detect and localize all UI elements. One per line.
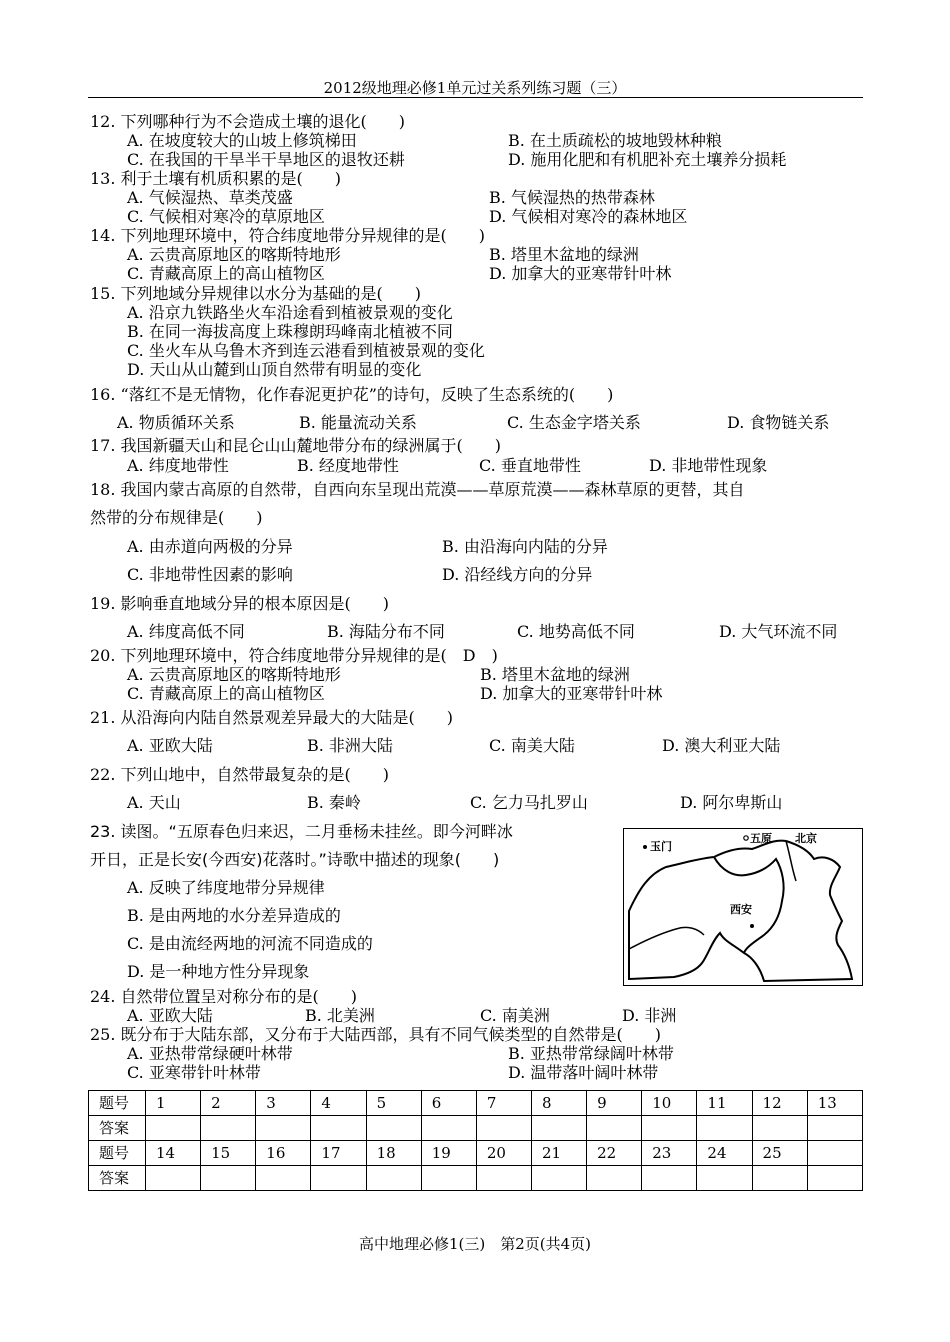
q12-options-row1 (127, 131, 867, 150)
q18-option-b[interactable]: B. 由沿海向内陆的分异 (442, 537, 608, 556)
q14-option-c[interactable]: C. 青藏高原上的高山植物区 (127, 264, 325, 283)
question-number-cell: 18 (366, 1141, 421, 1166)
q19-options-row (127, 622, 867, 641)
answer-cell[interactable] (697, 1116, 752, 1141)
q17-options-row (127, 456, 867, 475)
question-number-cell: 10 (642, 1091, 697, 1116)
q24-options-row (127, 1006, 867, 1025)
question-number-cell: 13 (807, 1091, 862, 1116)
q18-options-row1 (127, 537, 867, 556)
q20-stem: 20. 下列地理环境中，符合纬度地带分异规律的是( D ) (90, 646, 498, 665)
answer-cell[interactable] (697, 1166, 752, 1191)
answer-cell[interactable] (146, 1166, 201, 1191)
answer-cell[interactable] (146, 1116, 201, 1141)
answer-cell[interactable] (642, 1166, 697, 1191)
question-number-cell: 5 (366, 1091, 421, 1116)
q15-option-a[interactable]: A. 沿京九铁路坐火车沿途看到植被景观的变化 (127, 303, 453, 322)
q19-option-d[interactable]: D. 大气环流不同 (719, 622, 838, 641)
q22-option-b[interactable]: B. 秦岭 (307, 793, 361, 812)
page-header: 2012级地理必修1单元过关系列练习题（三） (323, 79, 627, 97)
answer-cell[interactable] (476, 1116, 531, 1141)
q16-stem: 16. “落红不是无情物，化作春泥更护花”的诗句，反映了生态系统的( ) (90, 385, 614, 404)
q21-options-row (127, 736, 867, 755)
q17-option-a[interactable]: A. 纬度地带性 (127, 456, 229, 475)
answer-cell[interactable] (201, 1166, 256, 1191)
question-number-cell: 23 (642, 1141, 697, 1166)
answer-cell[interactable] (311, 1166, 366, 1191)
q22-options-row (127, 793, 867, 812)
q18-stem-line1: 18. 我国内蒙古高原的自然带，自西向东呈现出荒漠——草原荒漠——森林草原的更替，其自 (90, 480, 745, 499)
q13-option-b[interactable]: B. 气候湿热的热带森林 (489, 188, 655, 207)
q18-option-d[interactable]: D. 沿经线方向的分异 (442, 565, 593, 584)
q19-stem: 19. 影响垂直地域分异的根本原因是( ) (90, 594, 390, 613)
table-row-answers-1 (89, 1116, 863, 1141)
table-row-numbers-1 (89, 1091, 863, 1116)
q15-option-d[interactable]: D. 天山从山麓到山顶自然带有明显的变化 (127, 360, 422, 379)
q12-option-a[interactable]: A. 在坡度较大的山坡上修筑梯田 (127, 131, 357, 150)
q23-stem-line2: 开日，正是长安(今西安)花落时。”诗歌中描述的现象( ) (90, 850, 500, 869)
answer-cell[interactable] (421, 1116, 476, 1141)
q20-option-c[interactable]: C. 青藏高原上的高山植物区 (127, 684, 325, 703)
q13-stem: 13. 利于土壤有机质积累的是( ) (90, 169, 342, 188)
question-number-cell: 7 (476, 1091, 531, 1116)
q14-options-row2 (127, 264, 867, 283)
q15-option-b[interactable]: B. 在同一海拔高度上珠穆朗玛峰南北植被不同 (127, 322, 453, 341)
q24-option-d[interactable]: D. 非洲 (622, 1006, 677, 1025)
q13-option-a[interactable]: A. 气候湿热、草类茂盛 (127, 188, 293, 207)
q21-option-d[interactable]: D. 澳大利亚大陆 (662, 736, 781, 755)
q23-option-a[interactable]: A. 反映了纬度地带分异规律 (127, 878, 325, 897)
q12-option-d[interactable]: D. 施用化肥和有机肥补充土壤养分损耗 (508, 150, 787, 169)
q21-stem: 21. 从沿海向内陆自然景观差异最大的大陆是( ) (90, 708, 454, 727)
answer-cell[interactable] (311, 1116, 366, 1141)
question-number-cell: 14 (146, 1141, 201, 1166)
map-label-yumen: 玉门 (650, 840, 672, 853)
table-row-numbers-2 (89, 1141, 863, 1166)
answer-cell[interactable] (476, 1166, 531, 1191)
answer-cell[interactable] (642, 1116, 697, 1141)
q17-option-d[interactable]: D. 非地带性现象 (649, 456, 768, 475)
q16-option-b[interactable]: B. 能量流动关系 (299, 413, 417, 432)
question-number-cell: 16 (256, 1141, 311, 1166)
question-number-cell: 25 (752, 1141, 807, 1166)
question-number-cell: 21 (531, 1141, 586, 1166)
answer-table (88, 1090, 863, 1191)
q19-option-a[interactable]: A. 纬度高低不同 (127, 622, 245, 641)
question-number-cell: 22 (587, 1141, 642, 1166)
map-label-beijing: 北京 (795, 832, 817, 845)
q18-stem-line2: 然带的分布规律是( ) (90, 508, 263, 527)
q23-option-d[interactable]: D. 是一种地方性分异现象 (127, 962, 310, 981)
question-number-cell: 8 (531, 1091, 586, 1116)
q22-option-d[interactable]: D. 阿尔卑斯山 (680, 793, 783, 812)
question-number-cell: 15 (201, 1141, 256, 1166)
question-number-cell: 4 (311, 1091, 366, 1116)
page-footer: 高中地理必修1(三) 第2页(共4页) (358, 1235, 592, 1253)
answer-cell[interactable] (807, 1116, 862, 1141)
q20-option-a[interactable]: A. 云贵高原地区的喀斯特地形 (127, 665, 341, 684)
question-number-cell: 9 (587, 1091, 642, 1116)
q17-option-b[interactable]: B. 经度地带性 (297, 456, 399, 475)
q14-option-b[interactable]: B. 塔里木盆地的绿洲 (489, 245, 639, 264)
q14-option-d[interactable]: D. 加拿大的亚寒带针叶林 (489, 264, 672, 283)
answer-cell[interactable] (531, 1166, 586, 1191)
q24-option-a[interactable]: A. 亚欧大陆 (127, 1006, 213, 1025)
q13-option-c[interactable]: C. 气候相对寒冷的草原地区 (127, 207, 325, 226)
q24-stem: 24. 自然带位置呈对称分布的是( ) (90, 987, 358, 1006)
answer-cell[interactable] (587, 1116, 642, 1141)
question-number-cell: 19 (421, 1141, 476, 1166)
q25-option-c[interactable]: C. 亚寒带针叶林带 (127, 1063, 261, 1082)
q16-option-d[interactable]: D. 食物链关系 (727, 413, 830, 432)
q20-options-row1 (127, 665, 867, 684)
question-number-cell: 2 (201, 1091, 256, 1116)
answer-cell[interactable] (587, 1166, 642, 1191)
q25-stem: 25. 既分布于大陆东部，又分布于大陆西部，具有不同气候类型的自然带是( ) (90, 1025, 662, 1044)
china-map-figure (623, 828, 863, 986)
q14-stem: 14. 下列地理环境中，符合纬度地带分异规律的是( ) (90, 226, 486, 245)
q17-option-c[interactable]: C. 垂直地带性 (479, 456, 581, 475)
q20-options-row2 (127, 684, 867, 703)
row-label: 题号 (89, 1141, 146, 1166)
q22-option-c[interactable]: C. 乞力马扎罗山 (470, 793, 588, 812)
q23-option-b[interactable]: B. 是由两地的水分差异造成的 (127, 906, 341, 925)
q17-stem: 17. 我国新疆天山和昆仑山山麓地带分布的绿洲属于( ) (90, 436, 502, 455)
q22-stem: 22. 下列山地中，自然带最复杂的是( ) (90, 765, 390, 784)
table-row-answers-2 (89, 1166, 863, 1191)
q25-options-row2 (127, 1063, 867, 1082)
answer-cell[interactable] (256, 1166, 311, 1191)
answer-cell[interactable] (201, 1116, 256, 1141)
q14-options-row1 (127, 245, 867, 264)
answer-cell[interactable] (807, 1166, 862, 1191)
q14-option-a[interactable]: A. 云贵高原地区的喀斯特地形 (127, 245, 341, 264)
q12-option-b[interactable]: B. 在土质疏松的坡地毁林种粮 (508, 131, 722, 150)
question-number-cell: 20 (476, 1141, 531, 1166)
q15-stem: 15. 下列地域分异规律以水分为基础的是( ) (90, 284, 422, 303)
q12-stem: 12. 下列哪种行为不会造成土壤的退化( ) (90, 112, 406, 131)
q23-option-c[interactable]: C. 是由流经两地的河流不同造成的 (127, 934, 373, 953)
q25-options-row1 (127, 1044, 867, 1063)
q18-options-row2 (127, 565, 867, 584)
question-number-cell: 11 (697, 1091, 752, 1116)
q12-options-row2 (127, 150, 867, 169)
question-number-cell: 24 (697, 1141, 752, 1166)
q20-option-b[interactable]: B. 塔里木盆地的绿洲 (480, 665, 630, 684)
row-label: 答案 (89, 1116, 146, 1141)
q18-option-a[interactable]: A. 由赤道向两极的分异 (127, 537, 293, 556)
q25-option-a[interactable]: A. 亚热带常绿硬叶林带 (127, 1044, 293, 1063)
q20-option-d[interactable]: D. 加拿大的亚寒带针叶林 (480, 684, 663, 703)
question-number-cell: 12 (752, 1091, 807, 1116)
map-label-xian: 西安 (730, 903, 752, 916)
q25-option-b[interactable]: B. 亚热带常绿阔叶林带 (508, 1044, 674, 1063)
answer-cell[interactable] (366, 1116, 421, 1141)
question-number-cell: 1 (146, 1091, 201, 1116)
q18-option-c[interactable]: C. 非地带性因素的影响 (127, 565, 293, 584)
q13-options-row1 (127, 188, 867, 207)
q13-option-d[interactable]: D. 气候相对寒冷的森林地区 (489, 207, 688, 226)
q24-option-c[interactable]: C. 南美洲 (480, 1006, 550, 1025)
question-number-cell: 6 (421, 1091, 476, 1116)
q21-option-a[interactable]: A. 亚欧大陆 (127, 736, 213, 755)
answer-cell[interactable] (531, 1116, 586, 1141)
q19-option-c[interactable]: C. 地势高低不同 (517, 622, 635, 641)
map-label-wuyuan: 五原 (750, 832, 772, 845)
q24-option-b[interactable]: B. 北美洲 (305, 1006, 375, 1025)
q23-stem-line1: 23. 读图。“五原春色归来迟，二月垂杨未挂丝。即今河畔冰 (90, 822, 513, 841)
question-number-cell: 17 (311, 1141, 366, 1166)
q16-option-a[interactable]: A. 物质循环关系 (117, 413, 235, 432)
answer-cell[interactable] (421, 1166, 476, 1191)
q16-option-c[interactable]: C. 生态金字塔关系 (507, 413, 641, 432)
row-label: 题号 (89, 1091, 146, 1116)
row-label: 答案 (89, 1166, 146, 1191)
question-number-cell (807, 1141, 862, 1166)
header-rule (88, 97, 863, 98)
answer-cell[interactable] (256, 1116, 311, 1141)
q21-option-c[interactable]: C. 南美大陆 (489, 736, 575, 755)
q12-option-c[interactable]: C. 在我国的干旱半干旱地区的退牧还耕 (127, 150, 405, 169)
answer-cell[interactable] (752, 1166, 807, 1191)
answer-cell[interactable] (752, 1116, 807, 1141)
q16-options-row (117, 413, 857, 432)
answer-cell[interactable] (366, 1166, 421, 1191)
q22-option-a[interactable]: A. 天山 (127, 793, 181, 812)
q13-options-row2 (127, 207, 867, 226)
q25-option-d[interactable]: D. 温带落叶阔叶林带 (508, 1063, 659, 1082)
q19-option-b[interactable]: B. 海陆分布不同 (327, 622, 445, 641)
question-number-cell: 3 (256, 1091, 311, 1116)
q15-option-c[interactable]: C. 坐火车从乌鲁木齐到连云港看到植被景观的变化 (127, 341, 485, 360)
q21-option-b[interactable]: B. 非洲大陆 (307, 736, 393, 755)
